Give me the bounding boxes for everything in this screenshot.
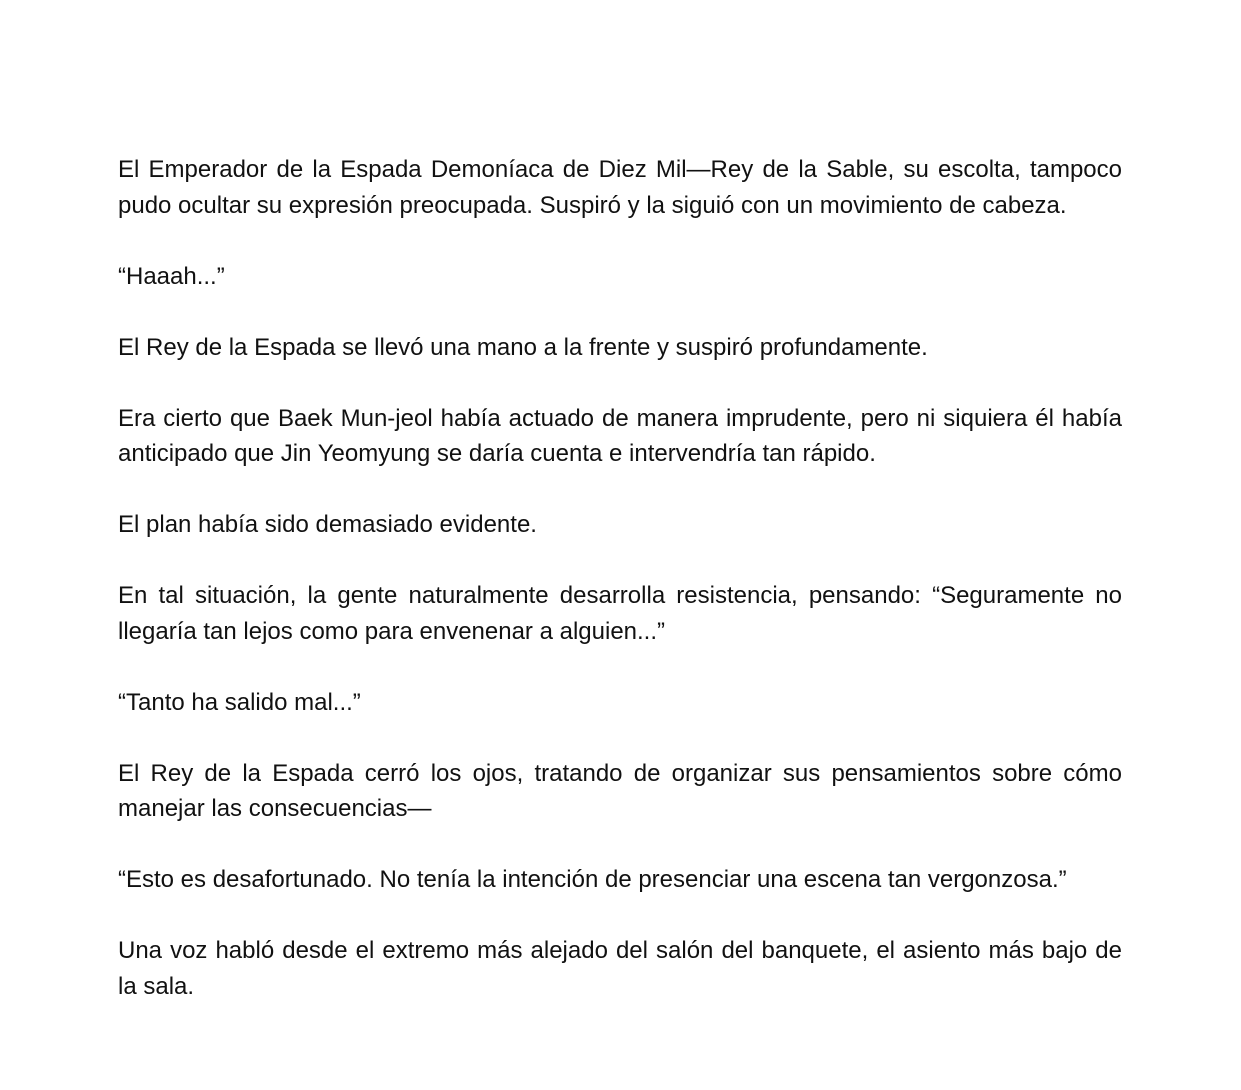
- document-page: [118, 152, 1122, 1004]
- paragraph: El plan había sido demasiado evidente.: [118, 511, 537, 538]
- paragraph: El Rey de la Espada se llevó una mano a la frente y suspiró profundamente.: [118, 333, 928, 361]
- paragraph: Una voz habló desde el extremo más alejado del salón del banquete, el asiento más bajo de la sala.: [118, 937, 1122, 1000]
- paragraph: El Emperador de la Espada Demoníaca de Diez Mil—Rey de la Sable, su escolta, tampoco pudo ocultar su expresión preocupada. Suspiró y la siguió con un movimiento de cabeza.: [118, 156, 1122, 219]
- paragraph: Era cierto que Baek Mun-jeol había actuado de manera imprudente, pero ni siquiera él había anticipado que Jin Yeomyung se daría cuenta e intervendría tan rápido.: [118, 404, 1122, 467]
- paragraph: “Haaah...”: [118, 262, 225, 290]
- paragraph: El Rey de la Espada cerró los ojos, tratando de organizar sus pensamientos sobre cómo manejar las consecuencias—: [118, 759, 1122, 822]
- paragraph: “Esto es desafortunado. No tenía la intención de presenciar una escena tan vergonzosa.”: [118, 866, 1067, 893]
- paragraph: “Tanto ha salido mal...”: [118, 688, 361, 716]
- paragraph: En tal situación, la gente naturalmente desarrolla resistencia, pensando: “Seguramente no llegaría tan lejos como para envenenar a alguien...”: [118, 582, 1122, 645]
